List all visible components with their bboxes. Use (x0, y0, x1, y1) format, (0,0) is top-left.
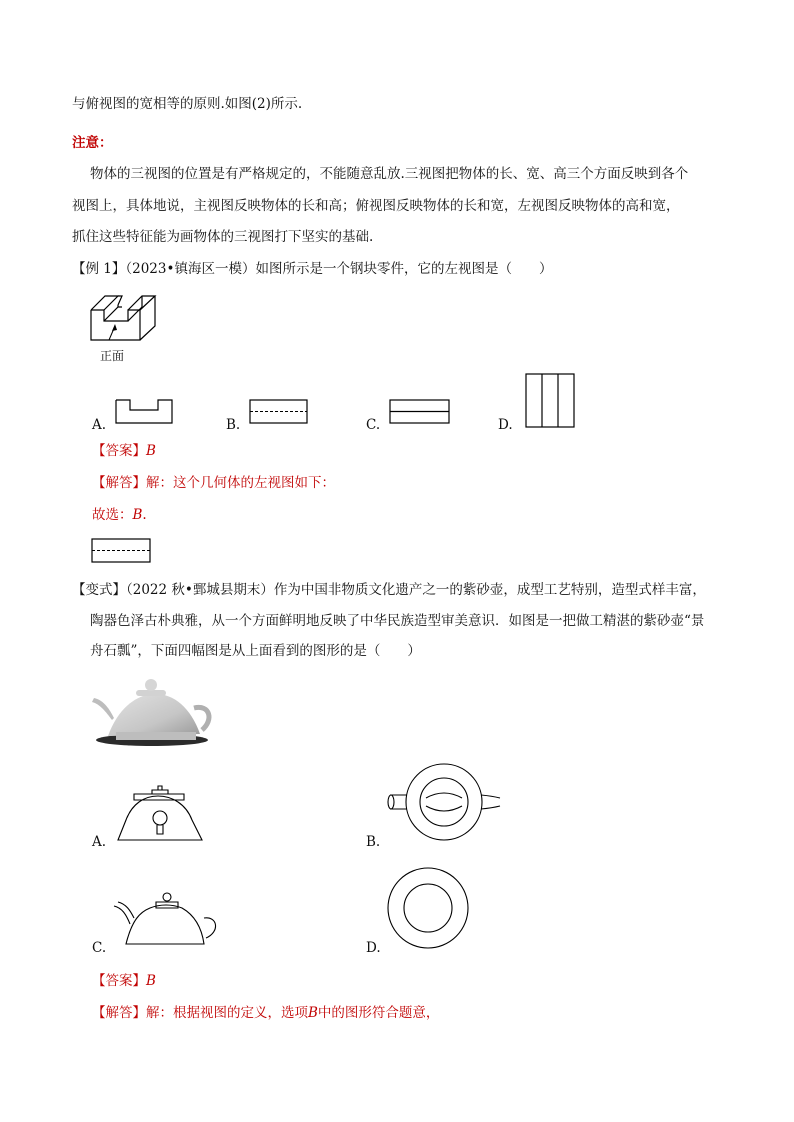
note-line: 抓住这些特征能为画物体的三视图打下坚实的基础. (72, 229, 374, 245)
option-d-figure (524, 372, 578, 430)
option-a-teapot-side (112, 774, 208, 848)
choice-suffix: . (142, 507, 147, 523)
option-label: B. (226, 417, 241, 433)
option-label: A. (92, 417, 107, 433)
solution-option: B (308, 1005, 318, 1021)
option-label: C. (92, 940, 107, 956)
variant-line: 陶器色泽古朴典雅，从一个方面鲜明地反映了中华民族造型审美意识．如图是一把做工精湛的紫砂壶“景 (90, 613, 705, 629)
variant-line: 舟石瓢”，下面四幅图是从上面看到的图形的是（ ） (90, 643, 421, 659)
teapot-photo (90, 670, 220, 750)
solution-line (92, 475, 335, 491)
solution-label: 【解答】 (92, 475, 146, 491)
solution-figure (90, 537, 154, 565)
steel-block-figure (85, 288, 185, 348)
option-d-teapot-bottom (386, 866, 470, 950)
answer-value: B (146, 973, 156, 989)
option-label: A. (92, 834, 107, 850)
note-label: 注意： (72, 135, 113, 151)
solution-label: 【解答】 (92, 1005, 146, 1021)
variant-line: 【变式】（2022 秋•鄄城县期末）作为中国非物质文化遗产之一的紫砂壶，成型工艺特别，造型式样丰富， (72, 582, 706, 598)
option-b-figure (248, 398, 310, 426)
example-question: 【例 1】（2023•镇海区一模）如图所示是一个钢块零件，它的左视图是（ ） (72, 261, 553, 277)
choice-value: B (132, 507, 143, 523)
solution-prefix: 解：根据视图的定义，选项 (146, 1005, 308, 1021)
note-line: 物体的三视图的位置是有严格规定的，不能随意乱放.三视图把物体的长、宽、高三个方面反映到各个 (90, 166, 689, 182)
answer-label: 【答案】 (92, 443, 146, 459)
option-b-teapot-top (386, 762, 502, 844)
choice-line (92, 507, 147, 523)
option-label: B. (366, 834, 381, 850)
text-line: 与俯视图的宽相等的原则.如图(2)所示. (72, 96, 303, 112)
note-line: 视图上，具体地说，主视图反映物体的长和高；俯视图反映物体的长和宽，左视图反映物体的高和宽， (72, 198, 680, 214)
option-c-figure (388, 398, 452, 426)
answer-value: B (146, 443, 156, 459)
option-c-teapot-front (112, 880, 222, 950)
option-label: C. (366, 417, 381, 433)
answer-line (92, 443, 156, 459)
answer-line (92, 973, 156, 989)
option-a-figure (114, 398, 176, 426)
solution-suffix: 中的图形符合题意， (317, 1005, 440, 1021)
solution-text: 解：这个几何体的左视图如下： (146, 475, 335, 491)
option-label: D. (366, 940, 381, 956)
choice-prefix: 故选： (92, 507, 133, 523)
answer-label: 【答案】 (92, 973, 146, 989)
figure-label: 正面 (100, 349, 125, 363)
option-label: D. (498, 417, 513, 433)
solution-line (92, 1005, 439, 1021)
